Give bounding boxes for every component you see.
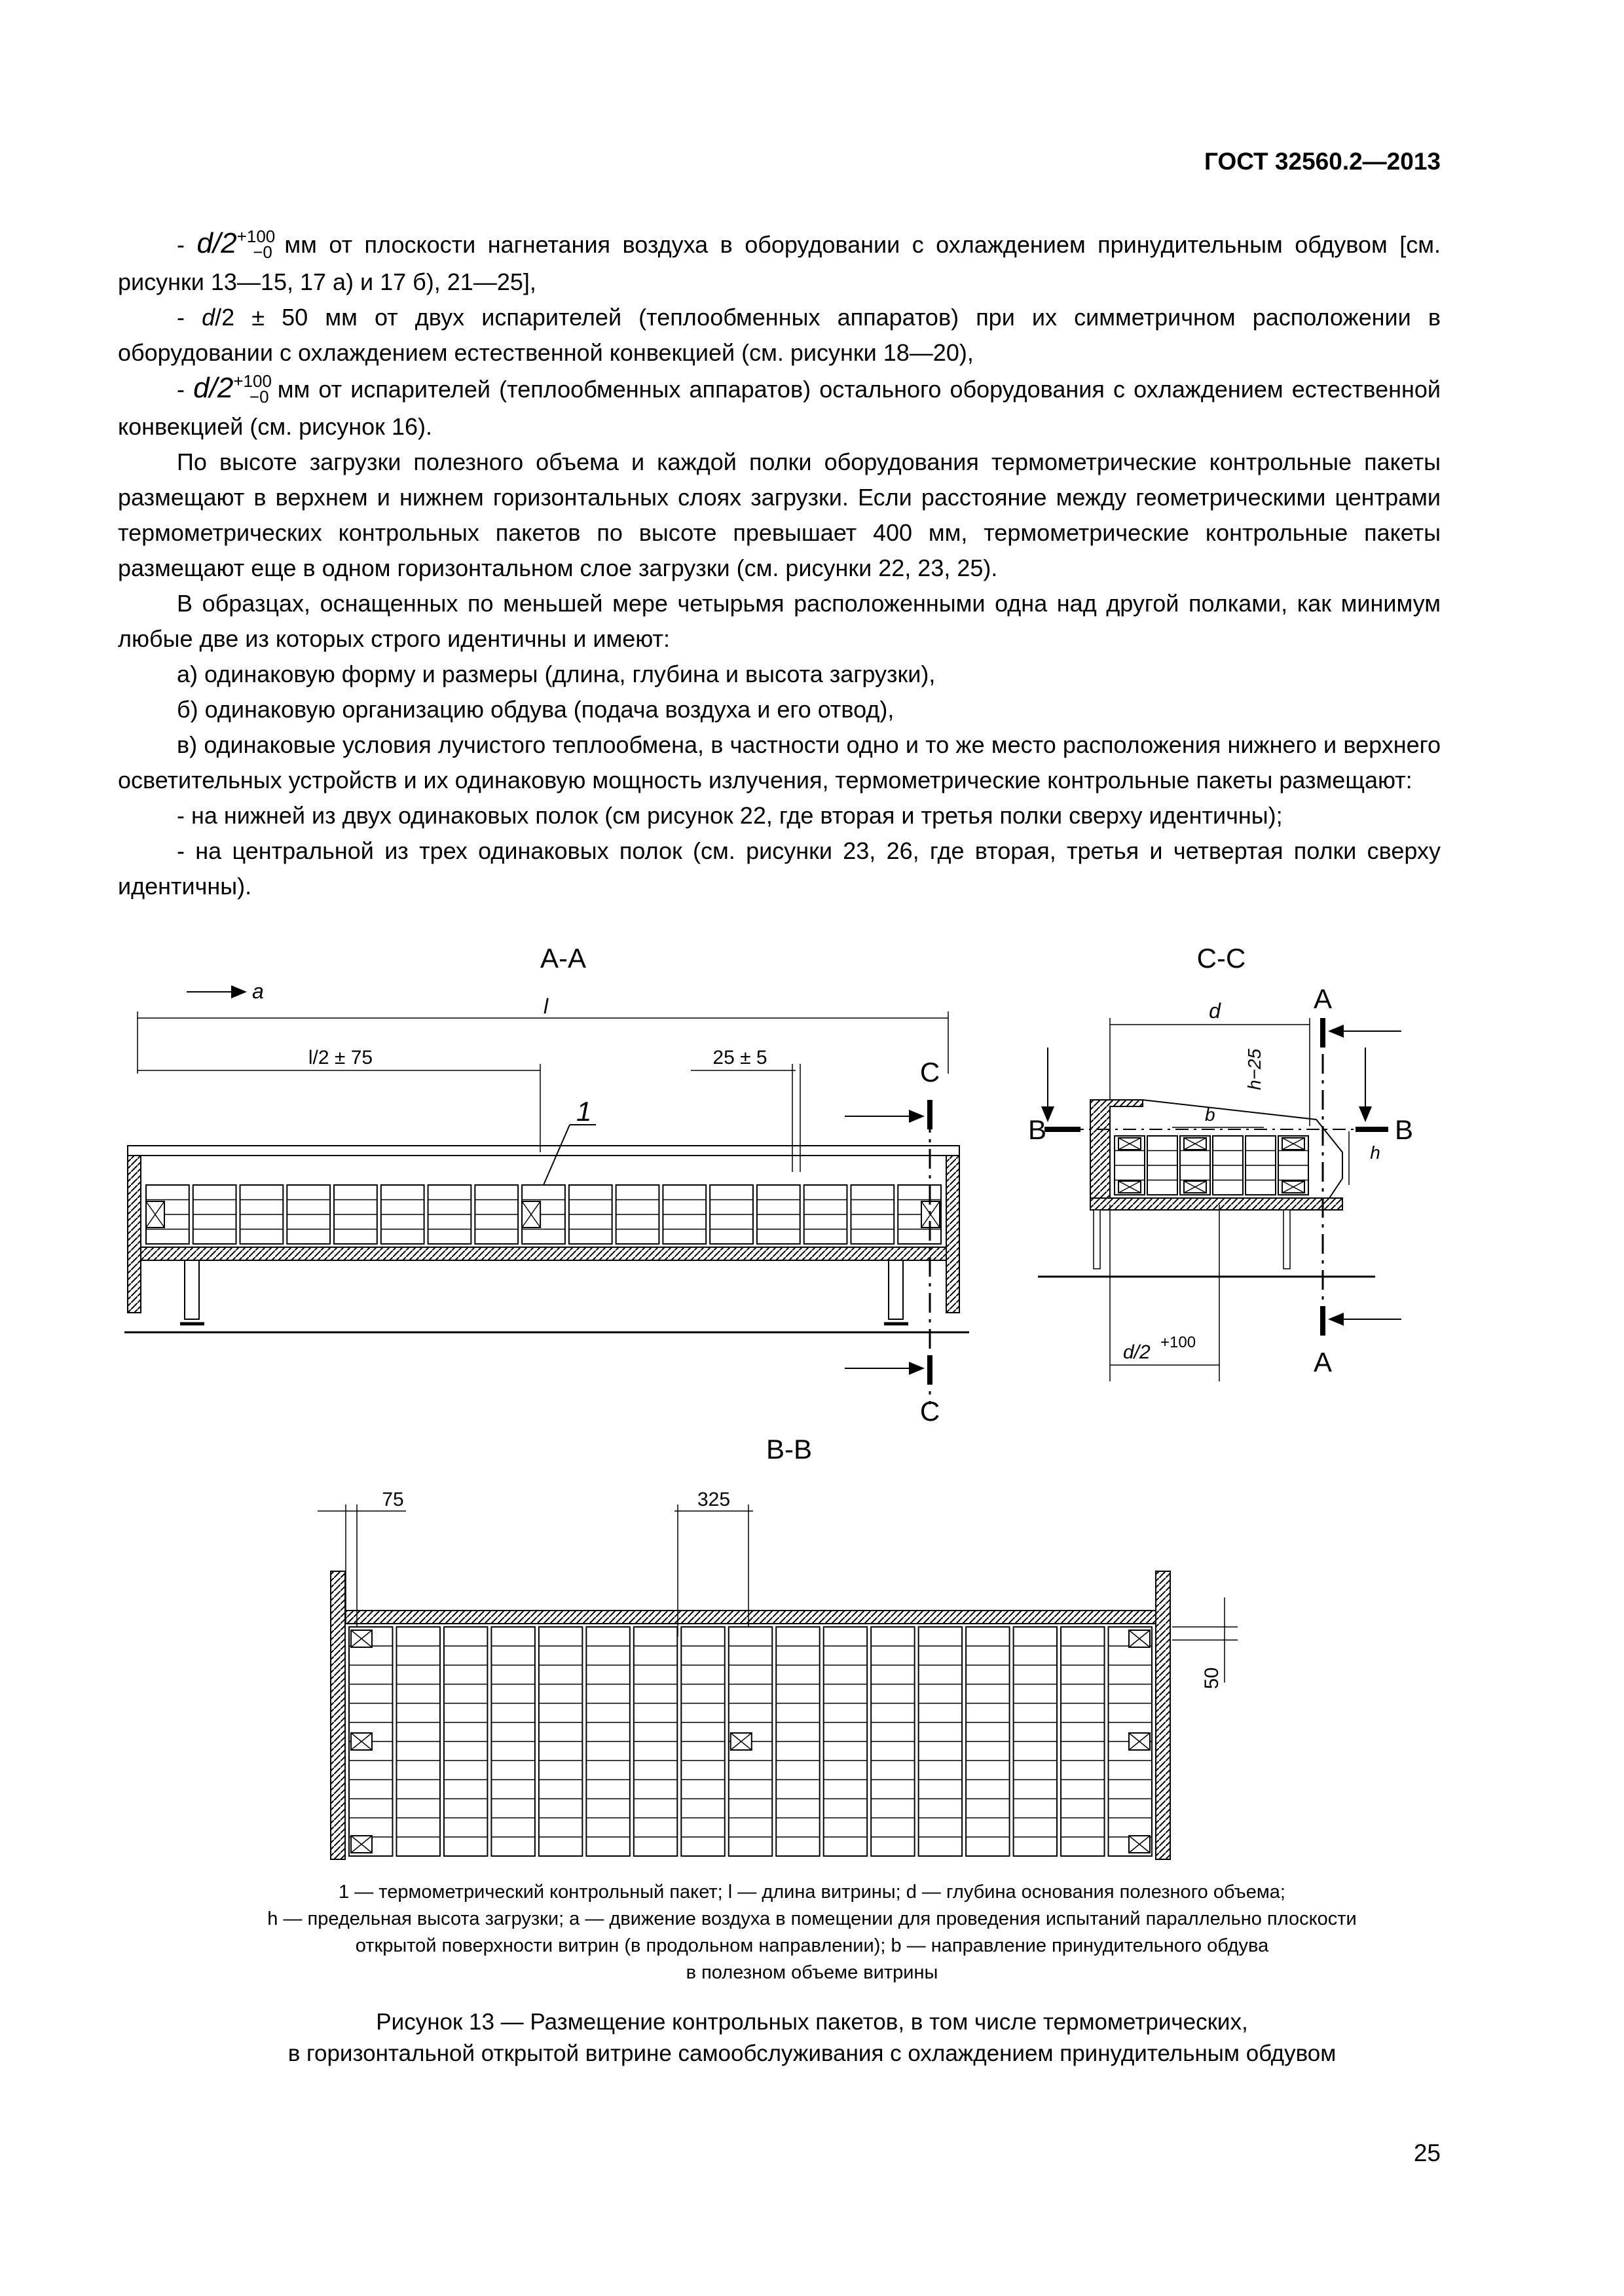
letter-b-left: B	[1028, 1114, 1047, 1145]
letter-a-top: A	[1313, 983, 1333, 1014]
paragraph-9: - на нижней из двух одинаковых полок (см рисунок 22, где вторая и третья полки сверху идентичны);	[177, 802, 1283, 829]
left-wall	[128, 1156, 141, 1313]
paragraph-6: а) одинаковую форму и размеры (длина, глубина и высота загрузки),	[177, 661, 936, 687]
figure-caption	[118, 2007, 1506, 2069]
dim-d2-label: d/2	[1123, 1341, 1151, 1363]
label-h25: h−25	[1244, 1048, 1264, 1090]
right-wall	[946, 1156, 959, 1313]
caption-line-2: в горизонтальной открытой витрине самообслуживания с охлаждением принудительным обдувом	[287, 2041, 1337, 2066]
label-d: d	[1209, 999, 1221, 1023]
legend-line-2: h — предельная высота загрузки; a — движение воздуха в помещении для проведения испытаний параллельно плоскости	[267, 1908, 1357, 1929]
document-id: ГОСТ 32560.2—2013	[1204, 148, 1441, 175]
paragraph-3: - $d/2^{+100}_{-0}$ мм от испарителей (теплообменных аппаратов) остального оборудования с охлаждением естественной конвекцией (см. рисунок 16).	[118, 371, 1441, 440]
section-aa-title: A-A	[540, 943, 587, 974]
dim-25-label: 25 ± 5	[712, 1047, 767, 1068]
goods-grid-bb	[349, 1627, 1152, 1856]
section-bb-title: B-B	[766, 1434, 813, 1465]
paragraph-4: По высоте загрузки полезного объема и каждой полки оборудования термометрические контрольные пакеты размещают в верхнем и нижнем горизонтальных слоях загрузки. Если расстояние между геометрическими центрами термометрических контрольных пакетов по высоте превышает 400 мм, термометрические контрольные пакеты размещают еще в одном горизонтальном слое загрузки (см. рисунки 22, 23, 25).	[118, 448, 1441, 581]
section-cc	[1028, 943, 1413, 1381]
letter-c-top: C	[919, 1057, 940, 1087]
paragraph-8: в) одинаковые условия лучистого теплообмена, в частности одно и то же место расположения нижнего и верхнего осветительных устройств и их одинаковую мощность излучения, термометрические контрольные пакеты размещают:	[118, 731, 1441, 793]
paragraph-5: В образцах, оснащенных по меньшей мере четырьмя расположенными одна над другой полками, как минимум любые две из которых строго идентичны и имеют:	[118, 590, 1441, 652]
dim-325-label: 325	[697, 1489, 731, 1510]
label-l: l	[544, 994, 549, 1018]
label-h: h	[1370, 1142, 1380, 1163]
section-aa	[124, 943, 969, 1427]
paragraph-10: - на центральной из трех одинаковых полок (см. рисунки 23, 26, где вторая, третья и четвертая полки сверху идентичны).	[118, 837, 1441, 900]
goods-block-cc	[1115, 1136, 1308, 1195]
label-b: b	[1205, 1104, 1215, 1125]
caption-line-1: Рисунок 13 — Размещение контрольных пакетов, в том числе термометрических,	[376, 2009, 1248, 2035]
paragraph-7: б) одинаковую организацию обдува (подача воздуха и его отвод),	[177, 696, 895, 723]
section-bb	[318, 1434, 1238, 1859]
goods-row-aa	[146, 1185, 941, 1244]
letter-a-bottom: A	[1313, 1347, 1333, 1377]
letter-c-bottom: C	[919, 1396, 940, 1427]
dim-50-label: 50	[1201, 1667, 1223, 1689]
dim-75-label: 75	[382, 1489, 404, 1510]
paragraph-2: - d/2 ± 50 мм от двух испарителей (теплообменных аппаратов) при их симметричном расположении в оборудовании с охлаждением естественной конвекцией (см. рисунки 18—20),	[118, 304, 1441, 366]
page-number: 25	[1413, 2140, 1441, 2166]
dim-l2-label: l/2 ± 75	[308, 1047, 373, 1068]
paragraph-1: - $d/2^{+100}_{-0}$ мм от плоскости нагнетания воздуха в оборудовании с охлаждением принудительным обдувом [см. рисунки 13—15, 17 а) и 17 б), 21—25],	[118, 227, 1441, 295]
legend-line-3: открытой поверхности витрин (в продольном направлении); b — направление принудительного обдува	[355, 1935, 1269, 1956]
dim-d2-sup: +100	[1160, 1334, 1196, 1351]
figure-legend	[118, 1879, 1506, 1986]
legend-line-1: 1 — термометрический контрольный пакет; l — длина витрины; d — глубина основания полезного объема;	[339, 1882, 1285, 1903]
legend-line-4: в полезном объеме витрины	[686, 1962, 938, 1983]
section-cc-title: C-C	[1196, 943, 1246, 974]
label-a: a	[252, 979, 264, 1003]
callout-1: 1	[576, 1096, 592, 1127]
bottom-panel	[141, 1247, 946, 1260]
letter-b-right: B	[1395, 1114, 1414, 1145]
